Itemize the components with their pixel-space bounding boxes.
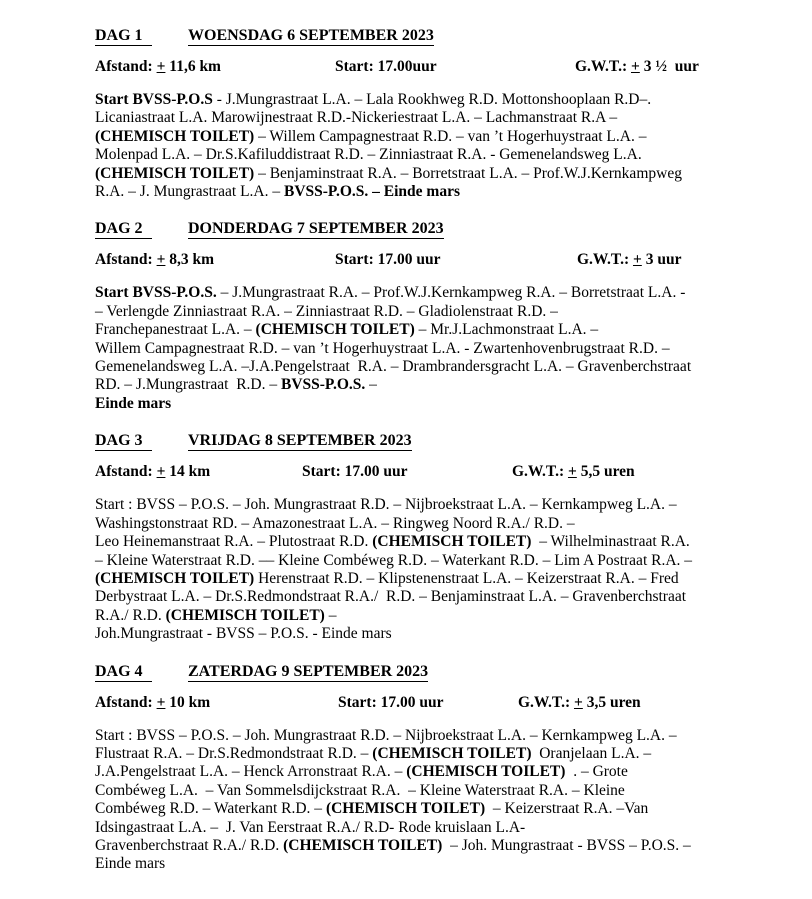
day-3-gwt — [512, 462, 635, 481]
route-line — [95, 782, 770, 800]
route-line — [95, 91, 770, 109]
distance-value: 11,6 km — [169, 58, 221, 75]
route-segment-bold: (CHEMISCH TOILET) — [283, 836, 443, 854]
route-line — [95, 607, 770, 625]
day-1-distance — [95, 58, 221, 75]
day-2-date: DONDERDAG 7 SEPTEMBER 2023 — [188, 220, 444, 238]
route-line — [95, 727, 770, 745]
route-segment: Derbystraat L.A. – Dr.S.Redmondstraat R.A./ R.D. – Benjaminstraat L.A. – Gravenberchstraat — [95, 588, 687, 606]
route-line — [95, 570, 770, 588]
route-segment: Oranjelaan L.A. – — [531, 744, 652, 762]
route-line — [95, 837, 770, 855]
route-line — [95, 855, 770, 873]
day-1-route — [95, 91, 770, 201]
route-line — [95, 376, 770, 394]
route-segment: – Keizerstraat R.A. –Van — [485, 800, 649, 818]
route-segment: J.A.Pengelstraat L.A. – Henck Arronstraat R.A. – — [95, 763, 407, 781]
route-line — [95, 625, 770, 643]
route-segment-bold: (CHEMISCH TOILET) — [406, 763, 566, 781]
route-segment-bold: (CHEMISCH TOILET) — [325, 800, 486, 818]
plus-minus-sign: + — [632, 251, 642, 269]
day-2-heading — [95, 219, 792, 238]
route-segment: Start : BVSS – P.O.S. – Joh. Mungrastraat R.D. – Nijbroekstraat L.A. – Kernkampweg L.A. – — [95, 726, 677, 744]
route-line — [95, 183, 770, 201]
route-line — [95, 358, 770, 376]
gwt-label: G.W.T.: — [577, 251, 630, 269]
route-segment: – — [324, 606, 337, 624]
route-segment: – — [365, 376, 377, 394]
route-segment-bold: Start BVSS-P.O.S — [95, 91, 213, 108]
route-line — [95, 395, 770, 413]
route-line — [95, 165, 770, 183]
gwt-label: G.W.T.: — [512, 463, 565, 481]
gwt-label: G.W.T.: — [518, 693, 571, 711]
route-segment: Leo Heinemanstraat R.A. – Plutostraat R.D. — [95, 533, 373, 551]
day-3-id: DAG 3 — [95, 431, 152, 451]
route-segment: – Joh. Mungrastraat - BVSS – P.O.S. – — [442, 836, 691, 854]
route-segment: Start : BVSS – P.O.S. – Joh. Mungrastraat R.D. – Nijbroekstraat L.A. – Kernkampweg L.A. – — [95, 496, 677, 514]
gwt-value: 3,5 uren — [586, 693, 641, 711]
route-segment: – Verlengde Zinniastraat R.A. – Zinniastraat R.D. – Gladiolenstraat R.D. – — [95, 302, 558, 320]
route-segment-bold: (CHEMISCH TOILET) — [372, 533, 532, 551]
route-segment: Einde mars — [95, 855, 166, 873]
day-1-date: WOENSDAG 6 SEPTEMBER 2023 — [188, 27, 434, 44]
day-section-3 — [95, 431, 792, 643]
route-segment: Herenstraat R.D. – Klipstenenstraat L.A. – Keizerstraat R.A. – Fred — [254, 569, 679, 587]
plus-minus-sign: + — [156, 463, 166, 481]
distance-label: Afstand: — [95, 693, 153, 711]
route-segment: Combéweg R.D. – Waterkant R.D. – — [95, 800, 326, 818]
day-2-gwt — [577, 250, 681, 269]
day-2-route — [95, 284, 770, 413]
route-segment: Molenpad L.A. – Dr.S.Kafiluddistraat R.D. – Zinniastraat R.A. - Gemenelandsweg L.A. — [95, 146, 642, 164]
route-segment: Gemenelandsweg L.A. –J.A.Pengelstraat R.A. – Drambrandersgracht L.A. – Gravenberchstraat — [95, 358, 692, 376]
day-4-heading — [95, 662, 792, 681]
day-4-info-line — [95, 693, 792, 712]
route-line — [95, 800, 770, 818]
day-4-date: ZATERDAG 9 SEPTEMBER 2023 — [188, 662, 429, 680]
day-2-distance — [95, 251, 214, 268]
plus-minus-sign: + — [156, 693, 166, 711]
route-segment-bold: BVSS-P.O.S. — [281, 376, 366, 394]
day-4-start-time: Start: 17.00 uur — [338, 693, 444, 711]
route-line — [95, 745, 770, 763]
plus-minus-sign: + — [156, 58, 166, 75]
route-segment: Franchepanestraat L.A. – — [95, 321, 256, 339]
route-line — [95, 340, 770, 358]
route-line — [95, 588, 770, 606]
distance-label: Afstand: — [95, 463, 153, 481]
day-3-info-line — [95, 462, 792, 481]
route-segment-bold: (CHEMISCH TOILET) — [95, 164, 255, 182]
day-1-gwt — [575, 57, 699, 76]
route-segment: Combéweg L.A. – Van Sommelsdijckstraat R.A. – Kleine Waterstraat R.A. – Kleine — [95, 781, 625, 799]
route-line — [95, 533, 770, 551]
route-segment-bold: (CHEMISCH TOILET) — [255, 321, 415, 339]
route-segment: Washingstonstraat RD. – Amazonestraat L.A. – Ringweg Noord R.A./ R.D. – — [95, 514, 575, 532]
route-segment: Flustraat R.A. – Dr.S.Redmondstraat R.D. – — [95, 744, 373, 762]
route-segment: R.A. – J. Mungrastraat L.A. – — [95, 183, 284, 201]
route-line — [95, 146, 770, 164]
gwt-label: G.W.T.: — [575, 58, 628, 75]
route-segment: – Willem Campagnestraat R.D. – van ’t Hogerhuystraat L.A. – — [254, 127, 647, 145]
day-section-4 — [95, 662, 792, 874]
day-1-id: DAG 1 — [95, 26, 152, 46]
route-line — [95, 321, 770, 339]
day-section-1 — [95, 26, 792, 201]
route-line — [95, 819, 770, 837]
day-2-info-line — [95, 250, 792, 269]
route-segment: Licaniastraat L.A. Marowijnestraat R.D.-Nickeriestraat L.A. – Lachmanstraat R.A – — [95, 109, 618, 127]
day-4-gwt — [518, 693, 641, 712]
day-3-start-time: Start: 17.00 uur — [302, 463, 408, 481]
route-line — [95, 496, 770, 514]
day-1-info-line — [95, 57, 792, 76]
plus-minus-sign: + — [567, 463, 577, 481]
plus-minus-sign: + — [156, 251, 166, 269]
route-line — [95, 128, 770, 146]
route-line — [95, 109, 770, 127]
day-3-date: VRIJDAG 8 SEPTEMBER 2023 — [188, 432, 412, 450]
route-line — [95, 515, 770, 533]
route-line — [95, 303, 770, 321]
day-3-route — [95, 496, 770, 643]
route-segment: – Wilhelminastraat R.A. — [531, 533, 690, 551]
route-segment: - J.Mungrastraat L.A. – Lala Rookhweg R.D. Mottonshooplaan R.D–. — [212, 91, 652, 108]
distance-value: 10 km — [169, 693, 211, 711]
route-segment-bold: (CHEMISCH TOILET) — [372, 744, 532, 762]
gwt-value: 3 uur — [645, 251, 682, 269]
gwt-value: 3 ½ uur — [643, 58, 699, 75]
route-segment-bold: (CHEMISCH TOILET) — [95, 569, 255, 587]
day-1-start-time: Start: 17.00uur — [335, 58, 437, 75]
route-segment: Idsingastraat L.A. – J. Van Eerstraat R.A./ R.D- Rode kruislaan L.A- — [95, 818, 526, 836]
day-4-distance — [95, 694, 210, 711]
route-segment: . – Grote — [565, 763, 628, 781]
route-segment: – Mr.J.Lachmonstraat L.A. – — [414, 321, 599, 339]
route-segment: Joh.Mungrastraat - BVSS – P.O.S. - Einde mars — [95, 625, 392, 643]
day-1-heading — [95, 26, 792, 45]
distance-value: 8,3 km — [169, 251, 215, 269]
route-segment: Willem Campagnestraat R.D. – van ’t Hogerhuystraat L.A. - Zwartenhovenbrugstraat R.D. – — [95, 339, 670, 357]
route-segment-bold: BVSS-P.O.S. – Einde mars — [284, 183, 460, 201]
distance-label: Afstand: — [95, 251, 153, 269]
route-line — [95, 763, 770, 781]
route-segment: – Kleine Waterstraat R.D. –– Kleine Combéweg R.D. – Waterkant R.D. – Lim A Postraat R.A. – — [95, 551, 693, 569]
day-3-distance — [95, 463, 210, 480]
route-segment: R.A./ R.D. — [95, 606, 166, 624]
day-3-heading — [95, 431, 792, 450]
route-segment: – J.Mungrastraat R.A. – Prof.W.J.Kernkampweg R.A. – Borretstraat L.A. - — [216, 284, 686, 302]
day-2-id: DAG 2 — [95, 219, 152, 239]
day-4-id: DAG 4 — [95, 662, 152, 682]
route-segment-bold: Einde mars — [95, 394, 172, 412]
route-segment: – Benjaminstraat R.A. – Borretstraat L.A. – Prof.W.J.Kernkampweg — [254, 164, 682, 182]
route-segment: RD. – J.Mungrastraat R.D. – — [95, 376, 281, 394]
day-2-start-time: Start: 17.00 uur — [335, 251, 441, 269]
day-section-2 — [95, 219, 792, 413]
route-segment: Gravenberchstraat R.A./ R.D. — [95, 836, 284, 854]
distance-label: Afstand: — [95, 58, 153, 75]
route-segment-bold: (CHEMISCH TOILET) — [165, 606, 325, 624]
plus-minus-sign: + — [630, 58, 640, 75]
distance-value: 14 km — [169, 463, 211, 481]
plus-minus-sign: + — [573, 693, 583, 711]
gwt-value: 5,5 uren — [580, 463, 635, 481]
route-line — [95, 284, 770, 302]
route-segment-bold: Start BVSS-P.O.S. — [95, 284, 217, 302]
day-4-route — [95, 727, 770, 874]
route-segment-bold: (CHEMISCH TOILET) — [95, 127, 255, 145]
route-line — [95, 552, 770, 570]
